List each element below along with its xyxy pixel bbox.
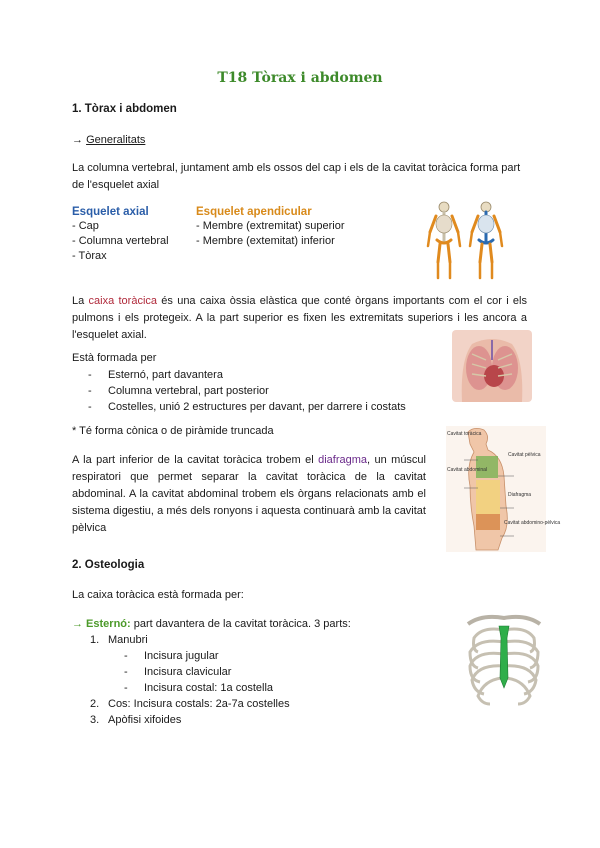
sternum-highlight — [499, 626, 509, 688]
diaf-post: , un múscul respiratori que permet separar la cavitat toràcica de la cavitat abdominal. A la cavitat abdominal trobem els òrgans relacionats amb el sistema digestiu, a més dels ronyons i aquesta continuarà amb la cavitat pèlvica — [72, 454, 426, 534]
sub-list-item — [124, 664, 408, 680]
dash-mark: - — [124, 666, 128, 678]
appendicular-column — [196, 206, 376, 249]
sub-item-text: Incisura costal: 1a costella — [144, 682, 274, 694]
sternum-label: → Esternó: — [72, 618, 131, 630]
fig-label: Cavitat abdomino-pèlvica — [504, 520, 561, 526]
formada-lead: Està formada per — [72, 352, 157, 364]
caixa-post: és una caixa òssia elàstica que conté òrgans importants com el cor i els pulmons i els protegeix. A la part superior es fixen les extremitats superiors i les ancora a l'esquelet axial. — [72, 295, 527, 341]
list-item-text: Cos: Incisura costals: 2a-7a costelles — [108, 698, 290, 710]
list-item — [90, 712, 408, 728]
caixa-term: caixa toràcica — [88, 295, 158, 307]
formada-list — [88, 367, 438, 415]
dash-mark: - — [124, 682, 128, 694]
axial-item: - Cap — [72, 220, 99, 232]
axial-item: - Columna vertebral — [72, 235, 169, 247]
arrow-icon: → — [72, 134, 83, 146]
manubri-sublist — [124, 648, 408, 696]
subheading-text: Generalitats — [86, 134, 146, 146]
list-item — [90, 696, 408, 712]
list-number: 2. — [90, 698, 100, 710]
ribcage-figure — [462, 608, 546, 710]
sternum-parts-list — [90, 632, 408, 728]
skeleton-front — [428, 202, 460, 278]
dash-mark: - — [124, 650, 128, 662]
list-item-text: Esternó, part davantera — [108, 369, 223, 381]
dash-mark: - — [88, 401, 92, 413]
note-text: * Té forma cònica o de piràmide truncada — [72, 425, 274, 437]
section-heading-1: 1. Tòrax i abdomen — [72, 103, 177, 115]
fig-label: Cavitat abdominal — [447, 467, 488, 473]
osteologia-intro: La caixa toràcica està formada per: — [72, 589, 244, 601]
fig-label: Cavitat toràcica — [447, 431, 482, 437]
list-item-text: Columna vertebral, part posterior — [108, 385, 269, 397]
section-heading-2: 2. Osteologia — [72, 559, 145, 571]
skeleton-figure — [424, 200, 534, 282]
appendicular-title: Esquelet apendicular — [196, 206, 312, 218]
caixa-pre: La — [72, 295, 89, 307]
sub-list-item — [124, 648, 408, 664]
appendicular-item: - Membre (extemitat) inferior — [196, 235, 335, 247]
diaf-pre: A la part inferior de la cavitat toràcica trobem el — [72, 454, 319, 466]
sub-item-text: Incisura jugular — [144, 650, 219, 662]
pelvic-cavity — [476, 514, 500, 530]
axial-item: - Tòrax — [72, 250, 107, 262]
diafragma-paragraph — [72, 452, 426, 537]
axial-column — [72, 206, 192, 264]
sub-item-text: Incisura clavicular — [144, 666, 232, 678]
thorax-figure — [452, 330, 532, 402]
intro-paragraph: La columna vertebral, juntament amb els ossos del cap i els de la cavitat toràcica forma part de l'esquelet axial — [72, 162, 521, 191]
axial-title: Esquelet axial — [72, 206, 149, 218]
list-item — [88, 383, 438, 399]
cavities-figure — [446, 426, 561, 552]
page-title: T18 Tòrax i abdomen — [217, 70, 383, 86]
list-number: 1. — [90, 634, 100, 646]
appendicular-item: - Membre (extremitat) superior — [196, 220, 345, 232]
fig-label: Diafragma — [508, 492, 532, 498]
list-item — [88, 367, 438, 383]
dash-mark: - — [88, 385, 92, 397]
list-item-text: Apòfisi xifoides — [108, 714, 182, 726]
list-item — [88, 399, 438, 415]
list-item — [90, 632, 408, 696]
subheading-generalitats — [72, 134, 145, 146]
skeleton-back — [470, 202, 502, 278]
list-item-text: Costelles, unió 2 estructures per davant, per darrere i costats — [108, 401, 406, 413]
list-number: 3. — [90, 714, 100, 726]
sternum-line — [72, 618, 351, 630]
abdominal-cavity — [476, 480, 500, 514]
fig-label: Cavitat pèlvica — [508, 452, 541, 458]
diaf-term: diafragma — [318, 454, 367, 466]
list-item-text: Manubri — [108, 634, 148, 646]
dash-mark: - — [88, 369, 92, 381]
sub-list-item — [124, 680, 408, 696]
sternum-text: part davantera de la cavitat toràcica. 3 parts: — [130, 618, 351, 630]
